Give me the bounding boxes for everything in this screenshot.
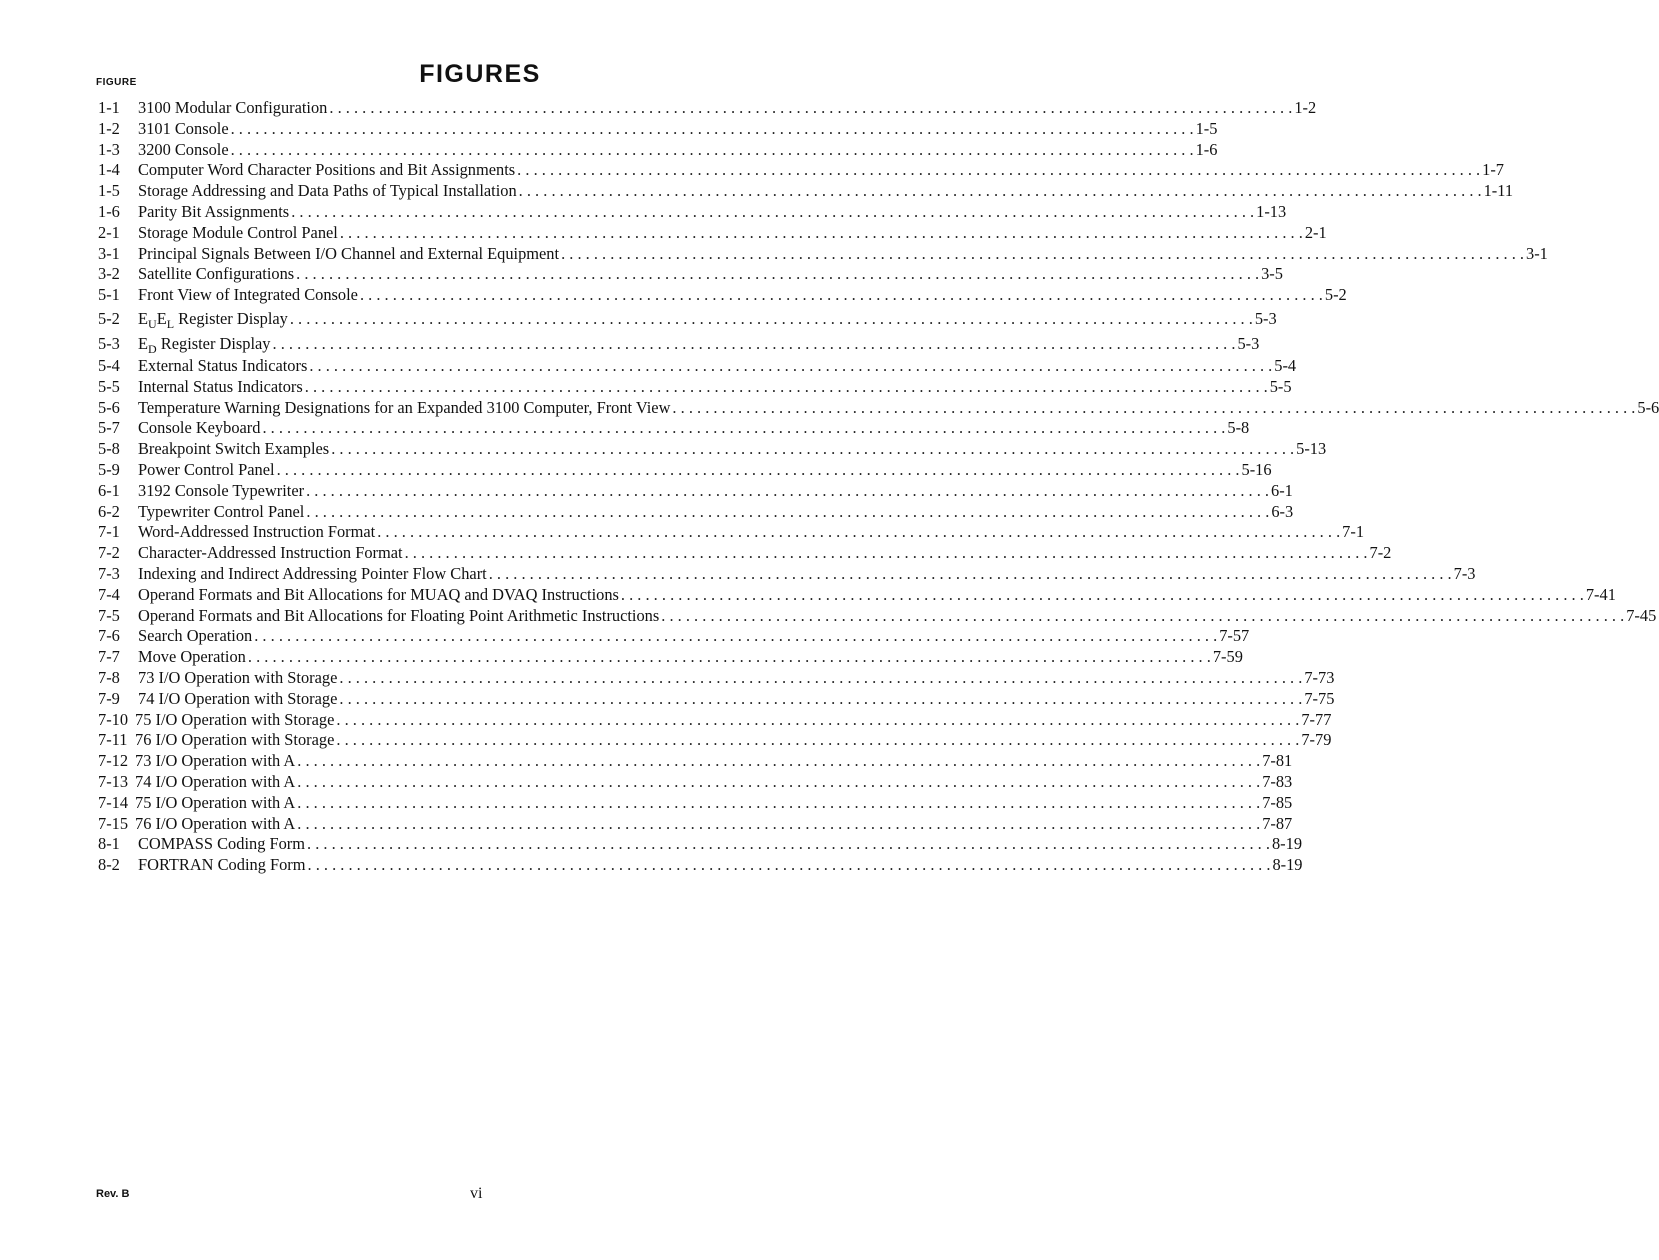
dot-leader xyxy=(360,285,1323,306)
figure-title: Temperature Warning Designations for an Expanded 3100 Computer, Front View xyxy=(138,397,671,417)
figure-entry[interactable] xyxy=(98,792,1293,814)
figure-number: 7-5 xyxy=(98,605,120,625)
figure-title: 3192 Console Typewriter xyxy=(138,480,305,500)
dot-leader xyxy=(290,306,1253,331)
figure-number: 5-1 xyxy=(98,285,120,305)
figure-page: 5-8 xyxy=(1227,418,1250,438)
dot-leader xyxy=(307,834,1270,855)
figure-entry[interactable] xyxy=(98,418,1250,439)
figure-number: 1-6 xyxy=(98,201,120,221)
figure-page: 1-6 xyxy=(1195,139,1218,159)
figure-page: 5-2 xyxy=(1324,285,1347,305)
page-number: vi xyxy=(470,1185,483,1202)
figure-number: 7-6 xyxy=(98,626,120,646)
dot-leader xyxy=(561,244,1524,265)
figure-entry[interactable] xyxy=(98,647,1243,668)
figure-title: Character-Addressed Instruction Format xyxy=(138,543,403,563)
figure-page: 3-5 xyxy=(1261,264,1283,284)
figure-page: 7-41 xyxy=(1585,584,1616,604)
figure-entry[interactable] xyxy=(98,667,1335,689)
figure-page: 8-19 xyxy=(1271,834,1303,854)
figure-page: 7-3 xyxy=(1453,563,1476,583)
figure-number: 7-7 xyxy=(98,647,120,667)
figure-entry[interactable] xyxy=(98,376,1292,398)
figure-number: 7-4 xyxy=(98,584,120,604)
figure-entry[interactable] xyxy=(98,480,1293,502)
figure-page: 2-1 xyxy=(1304,222,1327,242)
figure-number: 5-6 xyxy=(98,397,120,417)
figure-number: 6-1 xyxy=(98,480,120,500)
figure-entry[interactable] xyxy=(98,397,1659,419)
dot-leader xyxy=(519,181,1482,202)
figure-number: 1-3 xyxy=(98,139,120,159)
figure-entry[interactable] xyxy=(98,626,1250,647)
figure-number: 1-1 xyxy=(98,98,120,117)
dot-leader xyxy=(517,160,1480,181)
figure-page: 1-7 xyxy=(1482,160,1504,180)
figure-title: Storage Addressing and Data Paths of Typical Installation xyxy=(138,181,517,201)
figure-entry[interactable] xyxy=(98,584,1616,606)
dot-leader xyxy=(248,647,1211,668)
figure-title: 74 I/O Operation with A xyxy=(135,771,296,791)
figure-entry[interactable] xyxy=(98,264,1283,285)
figure-entry[interactable] xyxy=(98,306,1277,331)
dot-leader xyxy=(339,668,1302,689)
figure-page: 1-2 xyxy=(1294,98,1317,117)
dot-leader xyxy=(273,331,1236,356)
dot-leader xyxy=(262,418,1225,439)
figure-number: 5-3 xyxy=(98,333,120,353)
figure-title: 75 I/O Operation with A xyxy=(135,792,296,812)
figure-title: 76 I/O Operation with Storage xyxy=(135,730,335,750)
dot-leader xyxy=(331,439,1294,460)
figure-number: 1-2 xyxy=(98,118,120,138)
figure-entry[interactable] xyxy=(98,459,1272,481)
figure-entry[interactable] xyxy=(98,243,1548,265)
figure-page: 1-5 xyxy=(1195,118,1218,138)
figure-page: 7-79 xyxy=(1301,730,1332,750)
figure-number: 5-7 xyxy=(98,418,120,438)
figure-entry[interactable] xyxy=(98,543,1392,564)
figure-entry[interactable] xyxy=(98,771,1293,793)
figure-title: FORTRAN Coding Form xyxy=(138,855,306,875)
figure-title: Front View of Integrated Console xyxy=(138,285,358,305)
figure-number: 7-3 xyxy=(98,563,120,583)
figure-title: External Status Indicators xyxy=(138,355,308,375)
figure-entry[interactable] xyxy=(98,605,1657,627)
title-part: Register Display xyxy=(174,308,288,328)
figure-entry[interactable] xyxy=(98,222,1327,244)
figure-page: 7-81 xyxy=(1262,751,1293,771)
subscript-text: U xyxy=(148,316,157,331)
figure-number: 7-12 xyxy=(98,751,129,771)
figure-title: Internal Status Indicators xyxy=(138,376,303,396)
figure-title: 75 I/O Operation with Storage xyxy=(135,709,335,729)
dot-leader xyxy=(308,855,1271,876)
figure-entry[interactable] xyxy=(98,501,1294,523)
figure-number: 8-2 xyxy=(98,855,120,875)
figure-number: 7-14 xyxy=(98,792,129,812)
title-part: E xyxy=(138,333,149,353)
figure-number: 6-2 xyxy=(98,501,120,521)
figure-entry[interactable] xyxy=(98,160,1504,181)
figure-page: 1-11 xyxy=(1483,181,1514,201)
dot-leader xyxy=(254,626,1217,647)
figures-list xyxy=(98,98,1659,876)
figure-entry[interactable] xyxy=(98,730,1332,751)
figure-number: 5-5 xyxy=(98,376,120,396)
figure-entry[interactable] xyxy=(98,813,1293,835)
column-header-figure: FIGURE xyxy=(96,77,137,88)
dot-leader xyxy=(336,730,1299,751)
figure-page: 6-1 xyxy=(1271,480,1293,500)
figure-number: 7-10 xyxy=(98,709,129,729)
figure-entry[interactable] xyxy=(98,201,1287,223)
title-part: Register Display xyxy=(156,333,271,353)
figure-page: 5-4 xyxy=(1274,355,1297,375)
dot-leader xyxy=(296,264,1259,285)
figure-title: Move Operation xyxy=(138,647,246,667)
figure-title: 73 I/O Operation with A xyxy=(135,751,296,771)
figure-title: 76 I/O Operation with A xyxy=(135,813,296,833)
figure-title: Principal Signals Between I/O Channel and External Equipment xyxy=(138,243,560,263)
figure-title: Operand Formats and Bit Allocations for MUAQ and DVAQ Instructions xyxy=(138,584,619,604)
dot-leader xyxy=(306,502,1269,523)
figure-number: 5-8 xyxy=(98,439,120,459)
figure-title: Typewriter Control Panel xyxy=(138,501,305,521)
dot-leader xyxy=(672,398,1635,419)
figure-page: 7-77 xyxy=(1301,709,1332,729)
subscript-text: D xyxy=(148,341,157,356)
figure-number: 8-1 xyxy=(98,834,120,854)
figure-page: 3-1 xyxy=(1526,243,1548,263)
dot-leader xyxy=(305,377,1268,398)
figure-page: 5-3 xyxy=(1237,333,1260,353)
dot-leader xyxy=(339,689,1302,710)
figure-page: 5-3 xyxy=(1254,308,1277,328)
figure-page: 7-57 xyxy=(1219,626,1250,646)
figure-page: 7-83 xyxy=(1262,771,1293,791)
figure-title: COMPASS Coding Form xyxy=(138,834,306,854)
figure-page: 7-87 xyxy=(1262,813,1293,833)
title-part: E xyxy=(156,308,167,328)
figure-page: 5-6 xyxy=(1637,397,1659,417)
dot-leader xyxy=(306,481,1269,502)
dot-leader xyxy=(297,772,1260,793)
figure-number: 7-1 xyxy=(98,522,120,542)
dot-leader xyxy=(336,710,1299,731)
figure-title: Indexing and Indirect Addressing Pointer Flow Chart xyxy=(138,563,487,583)
figure-title: Computer Word Character Positions and Bit Assignments xyxy=(138,160,516,180)
figure-number: 7-13 xyxy=(98,771,129,791)
figure-page: 1-13 xyxy=(1256,201,1287,221)
figure-number: 7-11 xyxy=(98,730,128,750)
dot-leader xyxy=(489,564,1452,585)
figure-page: 5-5 xyxy=(1269,376,1292,396)
title-part: E xyxy=(138,308,149,328)
figure-entry[interactable] xyxy=(98,285,1347,306)
figure-title: 74 I/O Operation with Storage xyxy=(138,688,338,708)
figure-page: 7-73 xyxy=(1304,667,1335,687)
dot-leader xyxy=(231,119,1194,140)
dot-leader xyxy=(297,793,1260,814)
figure-number: 3-1 xyxy=(98,243,120,263)
figure-title: 3100 Modular Configuration xyxy=(138,98,328,117)
figure-entry[interactable] xyxy=(98,855,1303,876)
figure-entry[interactable] xyxy=(98,98,1317,119)
figure-title: Operand Formats and Bit Allocations for Floating Point Arithmetic Instructions xyxy=(138,605,660,625)
figure-title: Satellite Configurations xyxy=(138,264,295,284)
subscript-text: L xyxy=(166,316,175,331)
figure-number: 7-2 xyxy=(98,543,120,563)
figure-number: 7-15 xyxy=(98,813,129,833)
dot-leader xyxy=(309,356,1272,377)
dot-leader xyxy=(405,543,1368,564)
figure-title: Breakpoint Switch Examples xyxy=(138,439,330,459)
dot-leader xyxy=(297,751,1260,772)
dot-leader xyxy=(231,140,1194,161)
figure-number: 7-8 xyxy=(98,667,120,687)
dot-leader xyxy=(297,814,1260,835)
figure-page: 7-59 xyxy=(1212,647,1243,667)
figure-page: 7-1 xyxy=(1342,522,1365,542)
figure-page: 5-13 xyxy=(1296,439,1327,459)
figure-entry[interactable] xyxy=(98,118,1218,140)
figure-page: 5-16 xyxy=(1241,459,1272,479)
revision-label: Rev. B xyxy=(96,1188,130,1200)
dot-leader xyxy=(661,606,1624,627)
figure-number: 5-9 xyxy=(98,459,120,479)
figure-entry[interactable] xyxy=(98,563,1476,585)
dot-leader xyxy=(621,585,1584,606)
figure-number: 7-9 xyxy=(98,688,120,708)
figure-title: Power Control Panel xyxy=(138,459,275,479)
figure-page: 7-85 xyxy=(1262,792,1293,812)
figure-title: 3200 Console xyxy=(138,139,229,159)
figure-entry[interactable] xyxy=(98,439,1327,460)
figure-entry[interactable] xyxy=(98,181,1514,202)
figure-entry[interactable] xyxy=(98,355,1297,377)
figure-page: 6-3 xyxy=(1271,501,1294,521)
page-title: FIGURES xyxy=(419,60,541,88)
figure-entry[interactable] xyxy=(98,834,1303,855)
figure-page: 7-2 xyxy=(1369,543,1392,563)
figure-entry[interactable] xyxy=(98,688,1335,710)
figure-page: 7-75 xyxy=(1304,688,1335,708)
figure-number: 3-2 xyxy=(98,264,120,284)
dot-leader xyxy=(340,223,1303,244)
dot-leader xyxy=(277,460,1240,481)
figure-title: Word-Addressed Instruction Format xyxy=(138,522,376,542)
figure-title: Search Operation xyxy=(138,626,253,646)
dot-leader xyxy=(377,522,1340,543)
figure-title: 73 I/O Operation with Storage xyxy=(138,667,338,687)
figure-number: 5-2 xyxy=(98,308,120,328)
figure-number: 1-5 xyxy=(98,181,120,201)
figure-entry[interactable] xyxy=(98,751,1293,772)
figure-page: 7-45 xyxy=(1626,605,1657,625)
figure-title: Storage Module Control Panel xyxy=(138,222,338,242)
figure-page: 8-19 xyxy=(1272,855,1303,875)
figure-entry[interactable] xyxy=(98,139,1218,161)
figure-number: 1-4 xyxy=(98,160,120,180)
dot-leader xyxy=(329,98,1292,119)
figure-title: 3101 Console xyxy=(138,118,229,138)
figure-number: 2-1 xyxy=(98,222,120,242)
dot-leader xyxy=(291,202,1254,223)
figure-title: Console Keyboard xyxy=(138,418,261,438)
figure-title: Parity Bit Assignments xyxy=(138,201,290,221)
figure-entry[interactable] xyxy=(98,331,1260,356)
figure-entry[interactable] xyxy=(98,709,1332,731)
figure-number: 5-4 xyxy=(98,355,120,375)
figure-entry[interactable] xyxy=(98,522,1365,543)
